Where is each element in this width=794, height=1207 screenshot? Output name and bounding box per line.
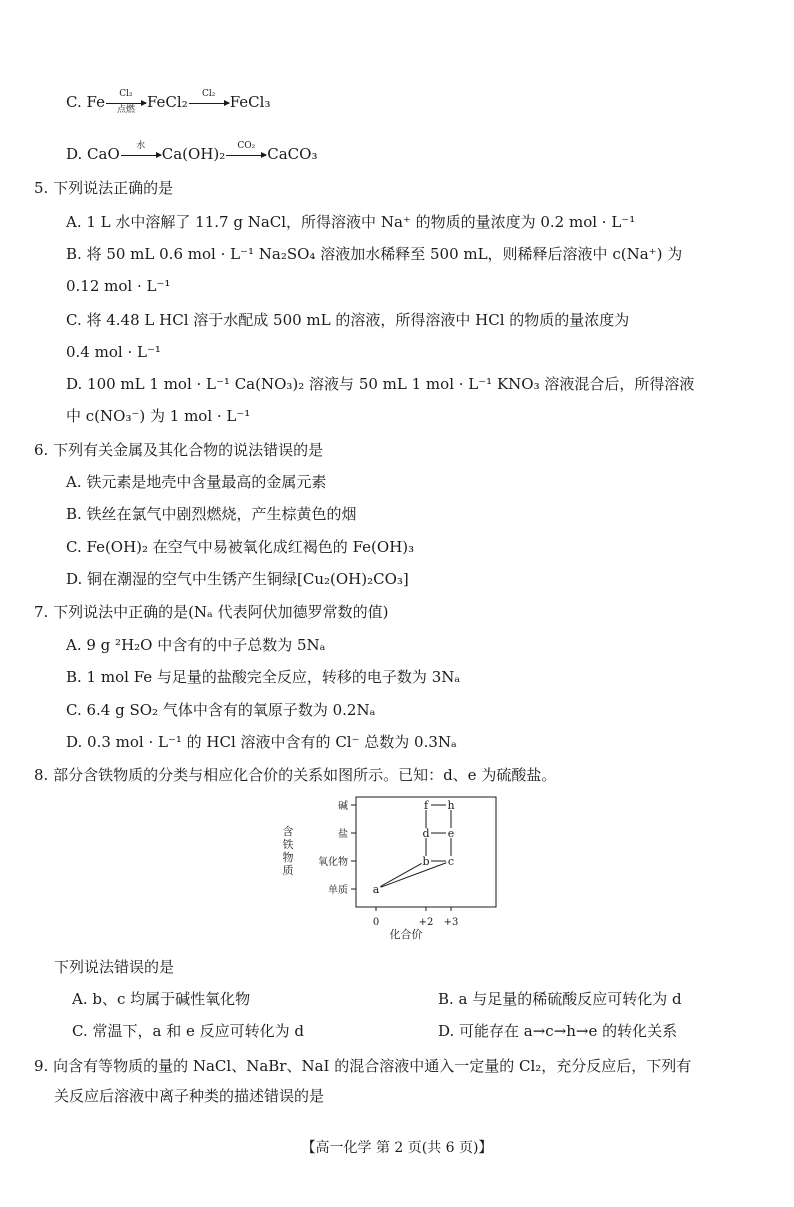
y-axis-label-char: 质: [282, 864, 294, 877]
page-footer: 【高一化学 第 2 页(共 6 页)】: [301, 1140, 493, 1156]
y-tick-label: 碱: [338, 801, 348, 812]
q5-option-b-line1: B. 将 50 mL 0.6 mol · L⁻¹ Na₂SO₄ 溶液加水稀释至 500 mL，则稀释后溶液中 c(Na⁺) 为: [66, 245, 683, 263]
link-a-c: [381, 863, 447, 888]
q9-line1: 9. 向含有等物质的量的 NaCl、NaBr、NaI 的混合溶液中通入一定量的 Cl₂，充分反应后，下列有: [34, 1057, 692, 1075]
x-tick-label: +3: [443, 917, 459, 928]
point-e: e: [447, 827, 455, 840]
point-h: h: [447, 799, 455, 812]
q7-option-c: C. 6.4 g SO₂ 气体中含有的氧原子数为 0.2Nₐ: [66, 701, 376, 719]
q5-option-d-line2: 中 c(NO₃⁻) 为 1 mol · L⁻¹: [66, 407, 251, 425]
q5-option-a: A. 1 L 水中溶解了 11.7 g NaCl，所得溶液中 Na⁺ 的物质的量浓度为 0.2 mol · L⁻¹: [66, 213, 636, 231]
q6-option-b: B. 铁丝在氯气中剧烈燃烧，产生棕黄色的烟: [66, 505, 357, 523]
q7-option-b: B. 1 mol Fe 与足量的盐酸完全反应，转移的电子数为 3Nₐ: [66, 668, 461, 686]
reaction-arrow: Cl₂: [189, 93, 229, 113]
point-c: c: [447, 855, 455, 868]
link-a-b: [380, 863, 421, 886]
y-tick-label: 氧化物: [318, 857, 348, 868]
reaction-c-end: FeCl₃: [229, 93, 271, 111]
q7-option-a: A. 9 g ²H₂O 中含有的中子总数为 5Nₐ: [66, 636, 326, 654]
x-tick-label: 0: [372, 917, 380, 928]
q9-line2: 关反应后溶液中离子种类的描述错误的是: [54, 1087, 325, 1105]
q5-option-c-line1: C. 将 4.48 L HCl 溶于水配成 500 mL 的溶液，所得溶液中 HCl 的物质的量浓度为: [66, 311, 630, 329]
q8-option-c: C. 常温下，a 和 e 反应可转化为 d: [72, 1022, 304, 1040]
y-tick-label: 盐: [338, 829, 348, 840]
point-a: a: [372, 883, 380, 896]
q5-option-c-line2: 0.4 mol · L⁻¹: [66, 343, 161, 361]
point-f: f: [423, 799, 429, 812]
q7-option-d: D. 0.3 mol · L⁻¹ 的 HCl 溶液中含有的 Cl⁻ 总数为 0.3Nₐ: [66, 733, 457, 751]
q8-option-a: A. b、c 均属于碱性氧化物: [72, 990, 251, 1008]
y-axis-label-char: 物: [282, 851, 294, 864]
reaction-d-mid: Ca(OH)₂: [161, 145, 226, 163]
y-tick-label: 单质: [328, 885, 348, 896]
q7-stem: 7. 下列说法中正确的是(Nₐ 代表阿伏加德罗常数的值): [34, 603, 389, 621]
reaction-arrow: 水: [121, 145, 161, 165]
q6-stem: 6. 下列有关金属及其化合物的说法错误的是: [34, 441, 324, 459]
y-axis-label-char: 铁: [282, 838, 294, 851]
q8-stem: 8. 部分含铁物质的分类与相应化合价的关系如图所示。已知：d、e 为硫酸盐。: [34, 766, 557, 784]
q6-option-a: A. 铁元素是地壳中含量最高的金属元素: [66, 473, 327, 491]
iron-valence-chart: [276, 795, 516, 950]
point-d: d: [422, 827, 430, 840]
reaction-d-end: CaCO₃: [267, 145, 318, 163]
q6-option-d: D. 铜在潮湿的空气中生锈产生铜绿[Cu₂(OH)₂CO₃]: [66, 570, 409, 588]
x-tick-label: +2: [418, 917, 434, 928]
reaction-line-d: [66, 141, 318, 165]
q8-option-b: B. a 与足量的稀硫酸反应可转化为 d: [438, 990, 682, 1008]
reaction-c-mid: FeCl₂: [146, 93, 188, 111]
q6-option-c: C. Fe(OH)₂ 在空气中易被氧化成红褐色的 Fe(OH)₃: [66, 538, 415, 556]
q8-option-d: D. 可能存在 a→c→h→e 的转化关系: [438, 1022, 678, 1040]
q5-option-d-line1: D. 100 mL 1 mol · L⁻¹ Ca(NO₃)₂ 溶液与 50 mL 1 mol · L⁻¹ KNO₃ 溶液混合后，所得溶液: [66, 375, 695, 393]
reaction-d-start: D. CaO: [66, 145, 120, 163]
reaction-arrow: CO₂: [226, 145, 266, 165]
reaction-arrow: Cl₂ 点燃: [106, 93, 146, 113]
reaction-c-start: C. Fe: [66, 93, 105, 111]
q5-option-b-line2: 0.12 mol · L⁻¹: [66, 277, 171, 295]
x-axis-label: 化合价: [389, 928, 423, 941]
reaction-line-c: [66, 89, 271, 115]
q8-sub-stem: 下列说法错误的是: [54, 958, 175, 976]
y-axis-label-char: 含: [282, 825, 294, 838]
q5-stem: 5. 下列说法正确的是: [34, 179, 174, 197]
point-b: b: [422, 855, 430, 868]
